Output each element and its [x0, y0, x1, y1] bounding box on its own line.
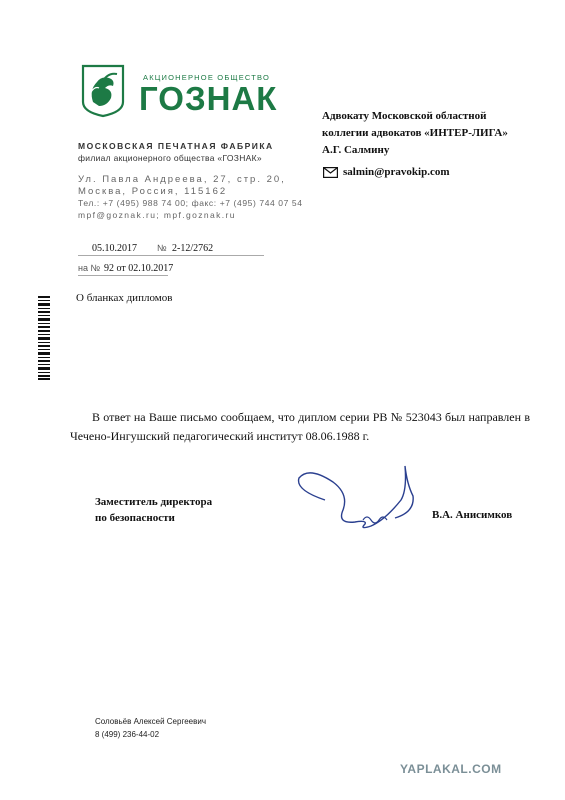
contacts-line-2: mpf@goznak.ru; mpf.goznak.ru: [78, 210, 236, 220]
reply-reference: 92 от 02.10.2017: [104, 263, 174, 274]
reg-date: 05.10.2017: [92, 243, 137, 254]
signer-title-line-2: по безопасности: [95, 512, 175, 524]
reg-number: 2-12/2762: [172, 243, 214, 254]
reg-number-label: №: [157, 243, 167, 253]
addressee-line-1: Адвокату Московской областной: [322, 110, 487, 122]
company-type: АКЦИОНЕРНОЕ ОБЩЕСТВО: [143, 73, 271, 82]
executor-name: Соловьёв Алексей Сергеевич: [95, 717, 206, 726]
letter-subject: О бланках дипломов: [76, 292, 173, 304]
reg-line-1: [78, 255, 264, 256]
barcode: [38, 296, 50, 380]
handwritten-signature: [285, 460, 425, 540]
executor-phone: 8 (499) 236-44-02: [95, 730, 160, 739]
signer-title-line-1: Заместитель директора: [95, 496, 213, 508]
site-watermark: YAPLAKAL.COM: [400, 762, 502, 776]
addressee-email: salmin@pravokip.com: [343, 166, 450, 178]
addressee-line-3: А.Г. Салмину: [322, 144, 390, 156]
company-name: ГОЗНАК: [139, 80, 278, 117]
envelope-icon: [323, 167, 338, 178]
reply-label: на №: [78, 263, 101, 273]
factory-name: МОСКОВСКАЯ ПЕЧАТНАЯ ФАБРИКА: [78, 141, 274, 151]
contacts-line-1: Тел.: +7 (495) 988 74 00; факс: +7 (495) 744 07 54: [78, 198, 303, 208]
address-line-1: Ул. Павла Андреева, 27, стр. 20,: [78, 174, 286, 185]
reg-line-2: [78, 275, 168, 276]
factory-subtitle: филиал акционерного общества «ГОЗНАК»: [78, 153, 262, 163]
goznak-logo-icon: [79, 62, 127, 118]
letter-body: В ответ на Ваше письмо сообщаем, что диплом серии РВ № 523043 был направлен в Чечено-Ингушский педагогический институт 08.06.1988 г.: [70, 410, 530, 443]
address-line-2: Москва, Россия, 115162: [78, 186, 228, 197]
signer-name: В.А. Анисимков: [432, 509, 513, 521]
addressee-line-2: коллегии адвокатов «ИНТЕР-ЛИГА»: [322, 127, 508, 139]
